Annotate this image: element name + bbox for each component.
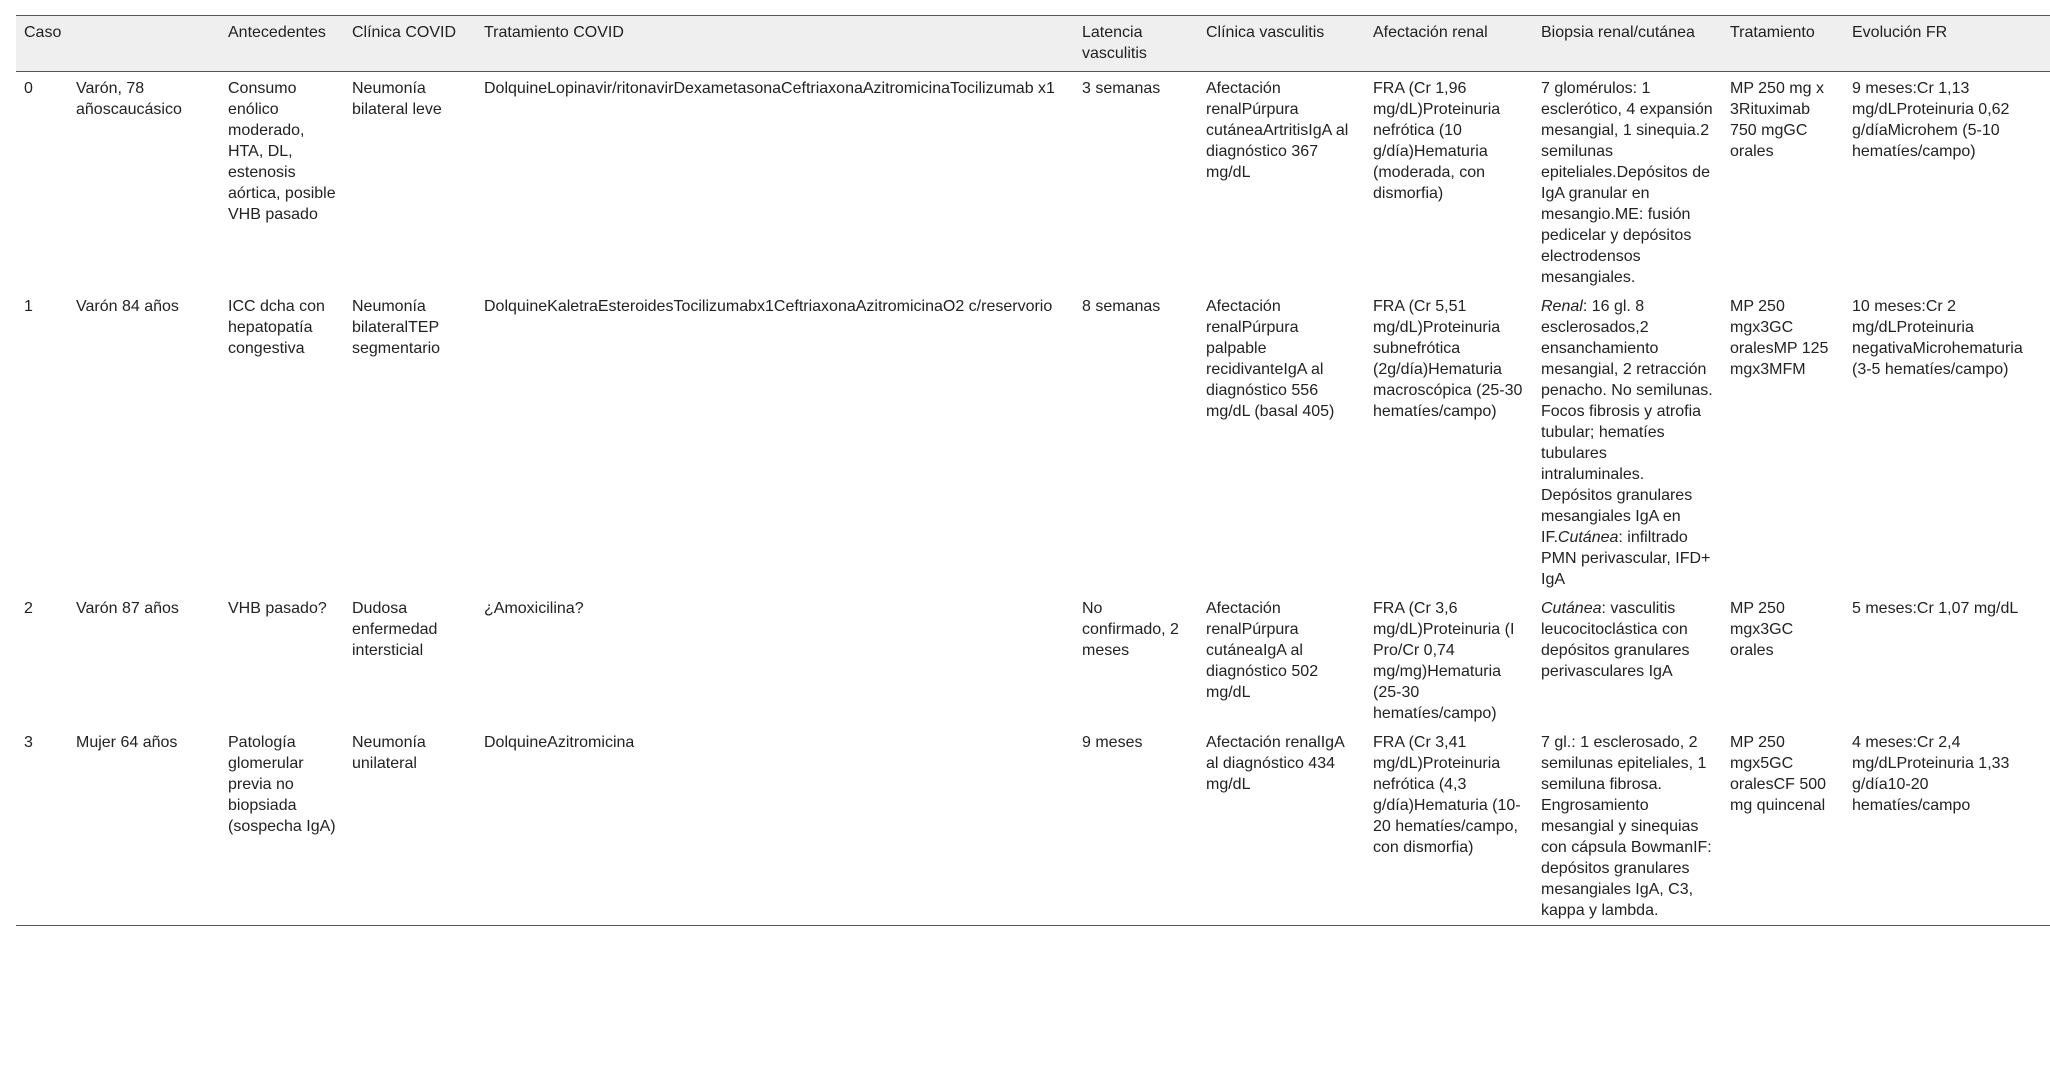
cell-evolucion: 4 meses:Cr 2,4 mg/dLProteinuria 1,33 g/día10-20 hematíes/campo <box>1844 726 2050 926</box>
table-header-row <box>16 16 2050 72</box>
header-antecedentes: Antecedentes <box>220 16 344 72</box>
cell-biopsia <box>1533 592 1722 726</box>
biopsia-cutanea-text: : vasculitis leucocitoclástica con depósitos granulares perivasculares IgA <box>1541 600 1690 680</box>
cell-latencia: 9 meses <box>1074 726 1198 926</box>
cell-caso: 0 <box>24 80 33 97</box>
cell-evolucion: 5 meses:Cr 1,07 mg/dL <box>1852 600 2019 617</box>
cell-caso: 2 <box>24 600 33 617</box>
cell-afectacion-renal: FRA (Cr 5,51 mg/dL)Proteinuria subnefrótica (2g/día)Hematuria macroscópica (25-30 hematíes/campo) <box>1373 298 1523 420</box>
biopsia-renal-text: 7 gl.: 1 esclerosado, 2 semilunas epiteliales, 1 semiluna fibrosa. Engrosamiento mesangial y sinequias con cápsula BowmanIF: depósitos granulares mesangiales IgA, C3, kappa y lambda. <box>1541 734 1712 919</box>
cell-latencia: 3 semanas <box>1082 80 1161 97</box>
cell-biopsia <box>1533 290 1722 592</box>
cell-clinica-covid: Neumonía unilateral <box>344 726 476 926</box>
table-row <box>16 290 2050 592</box>
cell-evolucion: 10 meses:Cr 2 mg/dLProteinuria negativaMicrohematuria (3-5 hematíes/campo) <box>1852 298 2023 378</box>
cell-clinica-covid: Dudosa enfermedad intersticial <box>352 600 438 659</box>
cell-antecedentes: Consumo enólico moderado, HTA, DL, estenosis aórtica, posible VHB pasado <box>228 80 336 223</box>
cell-tratamiento: MP 250 mgx3GC orales <box>1730 600 1794 659</box>
cell-paciente: Varón 87 años <box>76 600 179 617</box>
header-afectacion-renal: Afectación renal <box>1365 16 1533 72</box>
biopsia-renal-label: Renal <box>1541 298 1583 315</box>
cell-tratamiento: MP 250 mg x 3Rituximab 750 mgGC orales <box>1730 80 1824 160</box>
header-latencia-vasculitis: Latencia vasculitis <box>1074 16 1198 72</box>
header-clinica-covid: Clínica COVID <box>344 16 476 72</box>
header-biopsia: Biopsia renal/cutánea <box>1533 16 1722 72</box>
table-row <box>16 72 2050 291</box>
cell-caso: 3 <box>16 726 68 926</box>
biopsia-cutanea-text: : infiltrado PMN perivascular, IFD+ IgA <box>1541 529 1711 588</box>
biopsia-cutanea-label: Cutánea <box>1557 529 1619 546</box>
cell-afectacion-renal: FRA (Cr 3,41 mg/dL)Proteinuria nefrótica (4,3 g/día)Hematuria (10-20 hematíes/campo, con dismorfia) <box>1365 726 1533 926</box>
cell-afectacion-renal: FRA (Cr 1,96 mg/dL)Proteinuria nefrótica (10 g/día)Hematuria (moderada, con dismorfia) <box>1373 80 1501 202</box>
cell-biopsia <box>1533 726 1722 926</box>
cell-evolucion: 9 meses:Cr 1,13 mg/dLProteinuria 0,62 g/díaMicrohem (5-10 hematíes/campo) <box>1852 80 2010 160</box>
cell-tratamiento-covid: DolquineLopinavir/ritonavirDexametasonaCeftriaxonaAzitromicinaTocilizumab x1 <box>484 80 1055 97</box>
header-paciente <box>68 16 220 72</box>
header-tratamiento-covid: Tratamiento COVID <box>476 16 1074 72</box>
cell-antecedentes: Patología glomerular previa no biopsiada (sospecha IgA) <box>220 726 344 926</box>
biopsia-renal-text: : 16 gl. 8 esclerosados,2 ensanchamiento mesangial, 2 retracción penacho. No semilunas. Focos fibrosis y atrofia tubular; hematíes tubulares intraluminales. Depósitos granulares mesangiales IgA en IF. <box>1541 298 1713 546</box>
cell-tratamiento-covid: DolquineAzitromicina <box>476 726 1074 926</box>
table-row <box>16 592 2050 726</box>
header-clinica-vasculitis: Clínica vasculitis <box>1198 16 1365 72</box>
cell-biopsia <box>1533 72 1722 291</box>
cell-paciente: Mujer 64 años <box>68 726 220 926</box>
cell-caso: 1 <box>24 298 33 315</box>
cell-tratamiento-covid: DolquineKaletraEsteroidesTocilizumabx1CeftriaxonaAzitromicinaO2 c/reservorio <box>484 298 1053 315</box>
cell-antecedentes: ICC dcha con hepatopatía congestiva <box>228 298 325 357</box>
biopsia-cutanea-label: Cutánea <box>1541 600 1602 617</box>
header-caso: Caso <box>16 16 68 72</box>
cell-clinica-covid: Neumonía bilateral leve <box>352 80 442 118</box>
header-evolucion-fr: Evolución FR <box>1844 16 2050 72</box>
cell-paciente: Varón 84 años <box>76 298 179 315</box>
cell-clinica-vasculitis: Afectación renalPúrpura palpable recidivanteIgA al diagnóstico 556 mg/dL (basal 405) <box>1206 298 1335 420</box>
cell-clinica-vasculitis: Afectación renalPúrpura cutáneaArtritisIgA al diagnóstico 367 mg/dL <box>1206 80 1349 181</box>
cell-clinica-vasculitis: Afectación renalIgA al diagnóstico 434 mg/dL <box>1198 726 1365 926</box>
cell-latencia: 8 semanas <box>1082 298 1161 315</box>
biopsia-renal-text: 7 glomérulos: 1 esclerótico, 4 expansión mesangial, 1 sinequia.2 semilunas epiteliales.Depósitos de IgA granular en mesangio.ME: fusión pedicelar y depósitos electrodensos mesangiales. <box>1541 80 1713 286</box>
cell-afectacion-renal: FRA (Cr 3,6 mg/dL)Proteinuria (I Pro/Cr 0,74 mg/mg)Hematuria (25-30 hematíes/campo) <box>1373 600 1515 722</box>
cell-tratamiento-covid: ¿Amoxicilina? <box>484 600 584 617</box>
cell-paciente: Varón, 78 añoscaucásico <box>76 80 182 118</box>
cell-tratamiento: MP 250 mgx3GC oralesMP 125 mgx3MFM <box>1730 298 1829 378</box>
cell-clinica-covid: Neumonía bilateralTEP segmentario <box>352 298 441 357</box>
case-table <box>16 15 2050 926</box>
cell-latencia: No confirmado, 2 meses <box>1082 600 1179 659</box>
cell-clinica-vasculitis: Afectación renalPúrpura cutáneaIgA al diagnóstico 502 mg/dL <box>1206 600 1319 701</box>
table-row <box>16 726 2050 926</box>
header-tratamiento: Tratamiento <box>1722 16 1844 72</box>
cell-tratamiento: MP 250 mgx5GC oralesCF 500 mg quincenal <box>1722 726 1844 926</box>
cell-antecedentes: VHB pasado? <box>228 600 327 617</box>
